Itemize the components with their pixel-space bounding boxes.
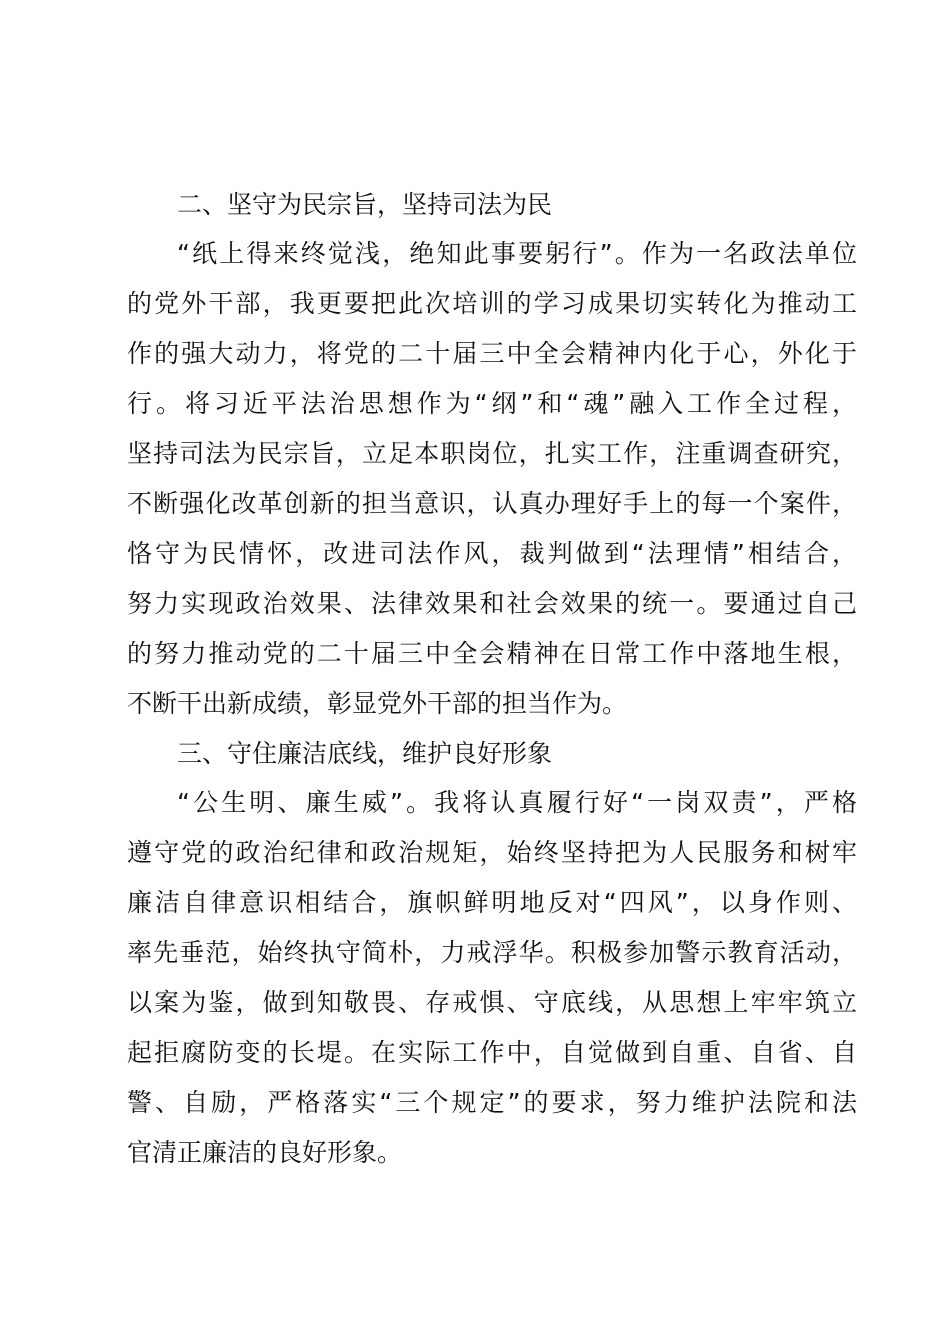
section-two-line: 的党外干部，我更要把此次培训的学习成果切实转化为推动工: [127, 289, 857, 318]
section-three-line: 官清正廉洁的良好形象。: [127, 1138, 403, 1167]
section-two-line: 行。将习近平法治思想作为“纲”和“魂”融入工作全过程，: [127, 389, 857, 418]
section-three-line: 遵守党的政治纪律和政治规矩，始终坚持把为人民服务和树牢: [127, 838, 857, 867]
section-two-line: 不断干出新成绩，彰显党外干部的担当作为。: [127, 689, 628, 718]
section-two-line: 不断强化改革创新的担当意识，认真办理好手上的每一个案件，: [127, 489, 857, 518]
section-three-line: 警、自励，严格落实“三个规定”的要求，努力维护法院和法: [127, 1088, 857, 1117]
section-three-line: 率先垂范，始终执守简朴，力戒浮华。积极参加警示教育活动，: [127, 938, 857, 967]
section-two-line: “纸上得来终觉浅，绝知此事要躬行”。作为一名政法单位: [177, 239, 857, 268]
section-two-line: 的努力推动党的二十届三中全会精神在日常工作中落地生根，: [127, 639, 857, 668]
section-two-line: 坚持司法为民宗旨，立足本职岗位，扎实工作，注重调查研究，: [127, 439, 857, 468]
section-three-line: 起拒腐防变的长堤。在实际工作中，自觉做到自重、自省、自: [127, 1038, 857, 1067]
section-three-heading: 三、守住廉洁底线，维护良好形象: [177, 739, 553, 768]
section-two-line: 恪守为民情怀，改进司法作风，裁判做到“法理情”相结合，: [127, 539, 857, 568]
section-two-line: 努力实现政治效果、法律效果和社会效果的统一。要通过自己: [127, 589, 857, 618]
section-three-line: “公生明、廉生威”。我将认真履行好“一岗双责”，严格: [177, 788, 857, 817]
section-two-line: 作的强大动力，将党的二十届三中全会精神内化于心，外化于: [127, 339, 857, 368]
section-two-heading: 二、坚守为民宗旨，坚持司法为民: [177, 190, 553, 219]
section-three-line: 以案为鉴，做到知敬畏、存戒惧、守底线，从思想上牢牢筑立: [127, 988, 857, 1017]
section-three-line: 廉洁自律意识相结合，旗帜鲜明地反对“四风”，以身作则、: [127, 888, 857, 917]
